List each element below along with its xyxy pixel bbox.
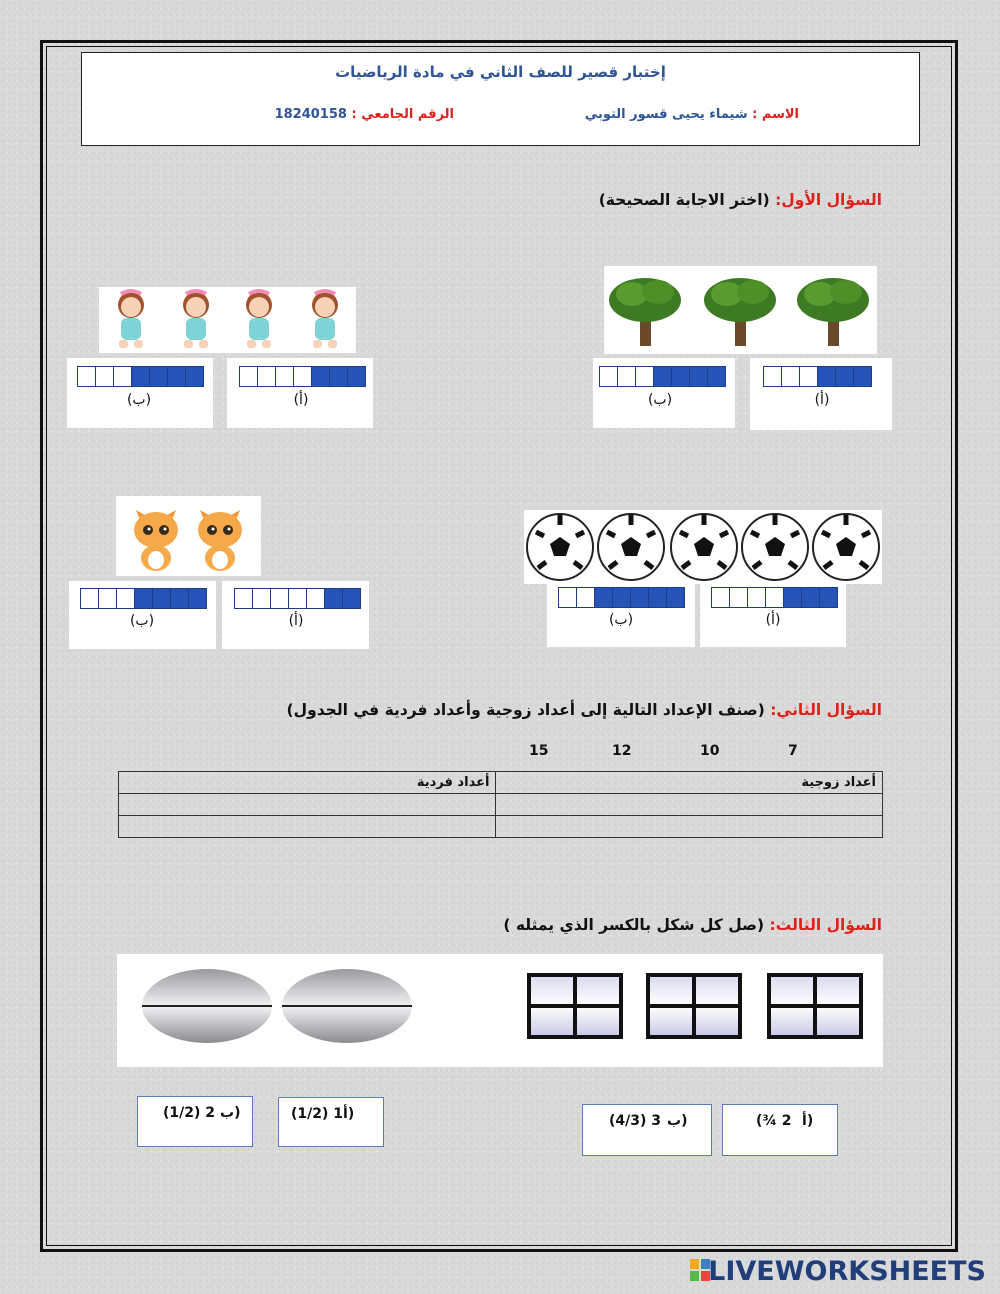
q2-heading [287, 701, 882, 719]
option-label: (ب) [647, 392, 673, 408]
number-item[interactable]: 12 [612, 743, 632, 759]
answer-value: (¾ 2 [756, 1113, 792, 1129]
fraction-bar [599, 366, 725, 387]
oval-shape[interactable] [282, 969, 412, 1043]
cats-option-b[interactable] [69, 581, 216, 649]
q3-text: (صل كل شكل بالكسر الذي يمثله ) [503, 916, 765, 934]
option-label: (أ) [288, 613, 304, 629]
q3-heading [503, 916, 882, 934]
doll-icon [183, 291, 209, 348]
q2-text: (صنف الإعداد التالية إلى أعداد زوجية وأعداد فردية في الجدول) [286, 701, 765, 719]
q1-label: السؤال الأول: [775, 191, 882, 209]
dolls-option-b[interactable] [67, 358, 213, 428]
fraction-bar [80, 588, 206, 609]
fraction-bar [558, 587, 684, 608]
name-label: الاسم : [752, 107, 799, 122]
q2-label: السؤال الثاني: [770, 701, 882, 719]
doll-icon [118, 291, 144, 348]
option-label: (أ) [293, 392, 309, 408]
soccer-ball-icon [813, 514, 879, 580]
student-id [275, 107, 454, 122]
answer-letter: أ) [343, 1106, 355, 1122]
student-name [585, 107, 799, 122]
number-item[interactable]: 10 [700, 743, 720, 759]
answer-box[interactable] [278, 1097, 384, 1147]
dolls-picture [99, 287, 356, 353]
grid-shape[interactable] [648, 975, 740, 1037]
answer-value: (4/3) 3 [609, 1113, 662, 1129]
cat-icons [116, 496, 261, 576]
answer-letter: ب) [667, 1113, 688, 1129]
grid-shape[interactable] [769, 975, 861, 1037]
oval-shape[interactable] [142, 969, 272, 1043]
option-label: (ب) [608, 612, 634, 628]
balls-picture [524, 510, 882, 584]
soccer-ball-icon [671, 514, 737, 580]
name-value: شيماء يحيى قسور التوبي [584, 107, 748, 122]
even-column-header: أعداد زوجية [496, 772, 883, 794]
answer-box[interactable] [582, 1104, 712, 1156]
classification-table [118, 771, 883, 838]
even-answer-cell[interactable] [496, 816, 883, 838]
fraction-bar [234, 588, 360, 609]
q1-text: (اختر الاجابة الصحيحة) [598, 191, 770, 209]
fraction-shapes [117, 954, 883, 1067]
option-label: (أ) [765, 612, 781, 628]
cat-icon [134, 510, 178, 571]
tree-icon [797, 278, 869, 346]
fraction-bar [763, 366, 871, 387]
number-item[interactable]: 15 [529, 743, 549, 759]
liveworksheets-logo-icon [690, 1259, 710, 1281]
answer-box[interactable] [722, 1104, 838, 1156]
doll-icons [99, 287, 356, 353]
answer-value: (1/2) 2 [163, 1105, 216, 1121]
soccer-ball-icon [598, 514, 664, 580]
header-box [81, 52, 920, 146]
tree-icons [604, 266, 877, 354]
odd-column-header: أعداد فردية [119, 772, 496, 794]
balls-option-b[interactable] [547, 581, 695, 647]
fraction-bar [239, 366, 365, 387]
answer-letter: أ) [802, 1113, 814, 1129]
worksheet-title: إختبار قصير للصف الثاني في مادة الرياضيات [335, 63, 666, 81]
tree-icon [609, 278, 681, 346]
cats-picture [116, 496, 261, 576]
id-value: 18240158 [274, 107, 347, 122]
doll-icon [312, 291, 338, 348]
trees-option-a[interactable] [750, 358, 892, 430]
q3-label: السؤال الثالث: [769, 916, 882, 934]
doll-icon [246, 291, 272, 348]
number-item[interactable]: 7 [788, 743, 798, 759]
even-answer-cell[interactable] [496, 794, 883, 816]
ball-icons [524, 510, 882, 584]
odd-answer-cell[interactable] [119, 816, 496, 838]
fraction-bar [711, 587, 837, 608]
cat-icon [198, 510, 242, 571]
answer-letter: ب) [220, 1105, 241, 1121]
shapes-panel [117, 954, 883, 1067]
q1-heading [599, 191, 882, 209]
cats-option-a[interactable] [222, 581, 369, 649]
trees-option-b[interactable] [593, 358, 735, 428]
id-label: الرقم الجامعي : [351, 107, 454, 122]
liveworksheets-logo: LIVEWORKSHEETS [708, 1256, 986, 1287]
soccer-ball-icon [742, 514, 808, 580]
option-label: (أ) [814, 392, 830, 408]
soccer-ball-icon [527, 514, 593, 580]
answer-value: (1/2) 1 [291, 1106, 344, 1122]
fraction-bar [77, 366, 203, 387]
option-label: (ب) [126, 392, 152, 408]
balls-option-a[interactable] [700, 581, 846, 647]
odd-answer-cell[interactable] [119, 794, 496, 816]
dolls-option-a[interactable] [227, 358, 373, 428]
answer-box[interactable] [137, 1096, 253, 1147]
grid-shape[interactable] [529, 975, 621, 1037]
trees-picture [604, 266, 877, 354]
option-label: (ب) [129, 613, 155, 629]
tree-icon [704, 278, 776, 346]
